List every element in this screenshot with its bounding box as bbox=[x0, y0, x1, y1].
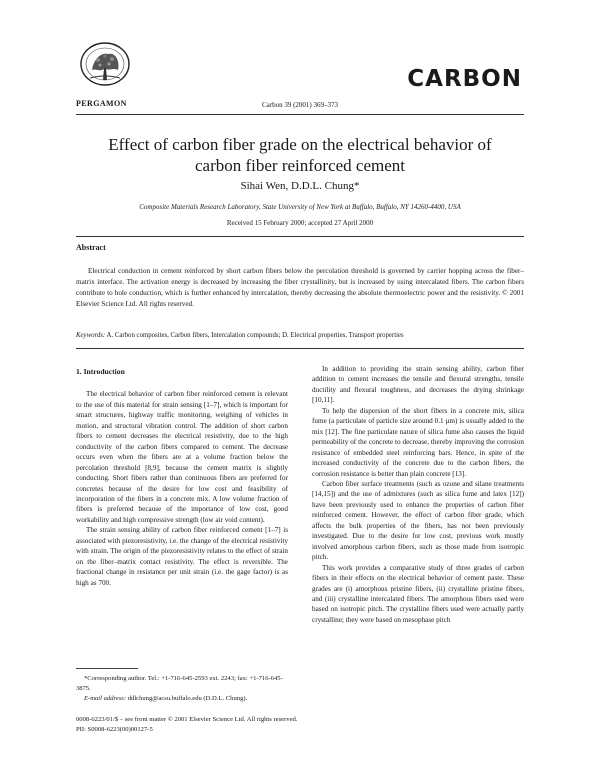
footnote-email-address: ddlchung@acsu.buffalo.edu (D.D.L. Chung). bbox=[127, 695, 248, 702]
footnote bbox=[76, 674, 288, 704]
abstract-bottom-rule bbox=[76, 348, 524, 349]
footnote-email-line bbox=[76, 694, 288, 704]
body-paragraph: To help the dispersion of the short fibers in a concrete mix, silica fume (a particulate of particle size around 0.1 μm) is usually added to the mix [12]. The fine particulate nature of silica fume also causes the liquid permeability of the concrete to decrease, thereby improving the corrosion resistance of embedded steel reinforcing bars. Hence, in spite of the increased conductivity of the concrete due to the carbon fibers, the corrosion resistance is better than plain concrete [13]. bbox=[312, 406, 524, 478]
body-paragraph: The electrical behavior of carbon fiber reinforced cement is relevant to the use of this material for strain sensing [1–7], which is important for smart structures, highway traffic monitoring, weighing of vehicles in motion, and structural vibration control. The addition of short carbon fibers to cement decreases the electrical resistivity, due to the high conductivity of the carbon fibers compared to cement. The decrease occurs even when the fibers are at a volume fraction below the percolation threshold [8,9], because the cement matrix is slightly conducting. Short fibers rather than continuous fibers are preferred for concretes because of the desire for low cost and feasibility of incorporation of the fibers in a concrete mix. A low volume fraction of fibers is preferred because of the importance of low cost, good workability and high compressive strength (low air void content). bbox=[76, 390, 288, 524]
body-paragraph: Carbon fiber surface treatments (such as ozone and silane treatments [14,15]) and the use of admixtures (such as silica fume and latex [12]) have been previously used to enhance the properties of carbon fiber reinforced cement. However, the effect of carbon fiber grade, which affects the bulk properties of the fibers, has not been previously investigated. Due to the desire for low cost, previous work mostly involved amorphous carbon fibers, such as those made from isotropic pitch. bbox=[312, 479, 524, 562]
footer-copyright: 0008-6223/01/$ – see front matter © 2001 Elsevier Science Ltd. All rights reserved. bbox=[76, 716, 298, 723]
body-column-left bbox=[76, 367, 288, 588]
abstract-text: Electrical conduction in cement reinforced by short carbon fibers below the percolation threshold is governed by carrier hopping across the fiber–matrix interface. The activation energy is decreased by increasing the fiber crystallinity, but is increased by using intercalated fibers. The carbon fibers contribute to hole conduction, which is further enhanced by intercalation, thereby decreasing the absolute thermoelectric power and the resistivity. © 2001 Elsevier Science Ltd. All rights reserved. bbox=[76, 267, 524, 308]
article-authors: Sihai Wen, D.D.L. Chung* bbox=[240, 180, 360, 192]
section-heading-introduction: 1. Introduction bbox=[76, 367, 125, 376]
footnote-rule bbox=[76, 668, 138, 669]
article-dates: Received 15 February 2000; accepted 27 April 2000 bbox=[226, 219, 374, 227]
page-footer bbox=[76, 715, 524, 735]
journal-citation: Carbon 39 (2001) 369–373 bbox=[261, 101, 339, 109]
keywords-label: Keywords: bbox=[76, 332, 106, 339]
article-title-line-1: Effect of carbon fiber grade on the electrical behavior of bbox=[108, 135, 492, 154]
elsevier-tree-logo-icon bbox=[78, 40, 132, 92]
publisher-name: PERGAMON bbox=[76, 99, 127, 108]
abstract-heading: Abstract bbox=[76, 243, 106, 252]
body-column-right bbox=[312, 364, 524, 625]
footer-pii: PII: S0008-6223(00)00127-5 bbox=[76, 726, 153, 733]
keywords-line bbox=[76, 332, 524, 339]
keywords-list: A. Carbon composites, Carbon fibers, Intercalation compounds; D. Electrical properties, Transport properties bbox=[106, 332, 404, 339]
body-paragraph: This work provides a comparative study of three grades of carbon fibers in their effects on the electrical behavior of cement paste. These grades are (i) amorphous pristine fibers, (ii) crystalline pristine fibers, and (iii) crystalline intercalated fibers. The amorphous fibers used were based on isotropic pitch. The crystalline fibers used were actually partly crystalline; they were based on mesophase pitch bbox=[312, 563, 524, 624]
journal-title: CARBON bbox=[407, 66, 522, 92]
article-affiliation: Composite Materials Research Laboratory, State University of New York at Buffalo, Buffalo, NY 14260-4400, USA bbox=[139, 203, 461, 211]
abstract-top-rule bbox=[76, 236, 524, 237]
article-title-line-2: carbon fiber reinforced cement bbox=[194, 156, 406, 175]
footnote-email-label: E-mail address: bbox=[84, 695, 127, 702]
body-paragraph: The strain sensing ability of carbon fiber reinforced cement [1–7] is associated with piezoresistivity, i.e. the change of the electrical resistivity with strain. The origin of the piezoresistivity relates to the effect of strain on the fiber–matrix contact resistivity. The effect is reversible. The fractional change in resistance per unit strain (i.e. the gage factor) is as high as 700. bbox=[76, 526, 288, 587]
article-title bbox=[60, 134, 540, 176]
footnote-corresponding-author: *Corresponding author. Tel.: +1-716-645-2593 ext. 2243; fax: +1-716-645-3875. bbox=[76, 675, 283, 692]
header-rule bbox=[76, 114, 524, 115]
body-paragraph: In addition to providing the strain sensing ability, carbon fiber addition to cement increases the tensile and flexural strengths, tensile ductility and flexural toughness, and decreases the drying shrinkage [10,11]. bbox=[312, 365, 524, 405]
